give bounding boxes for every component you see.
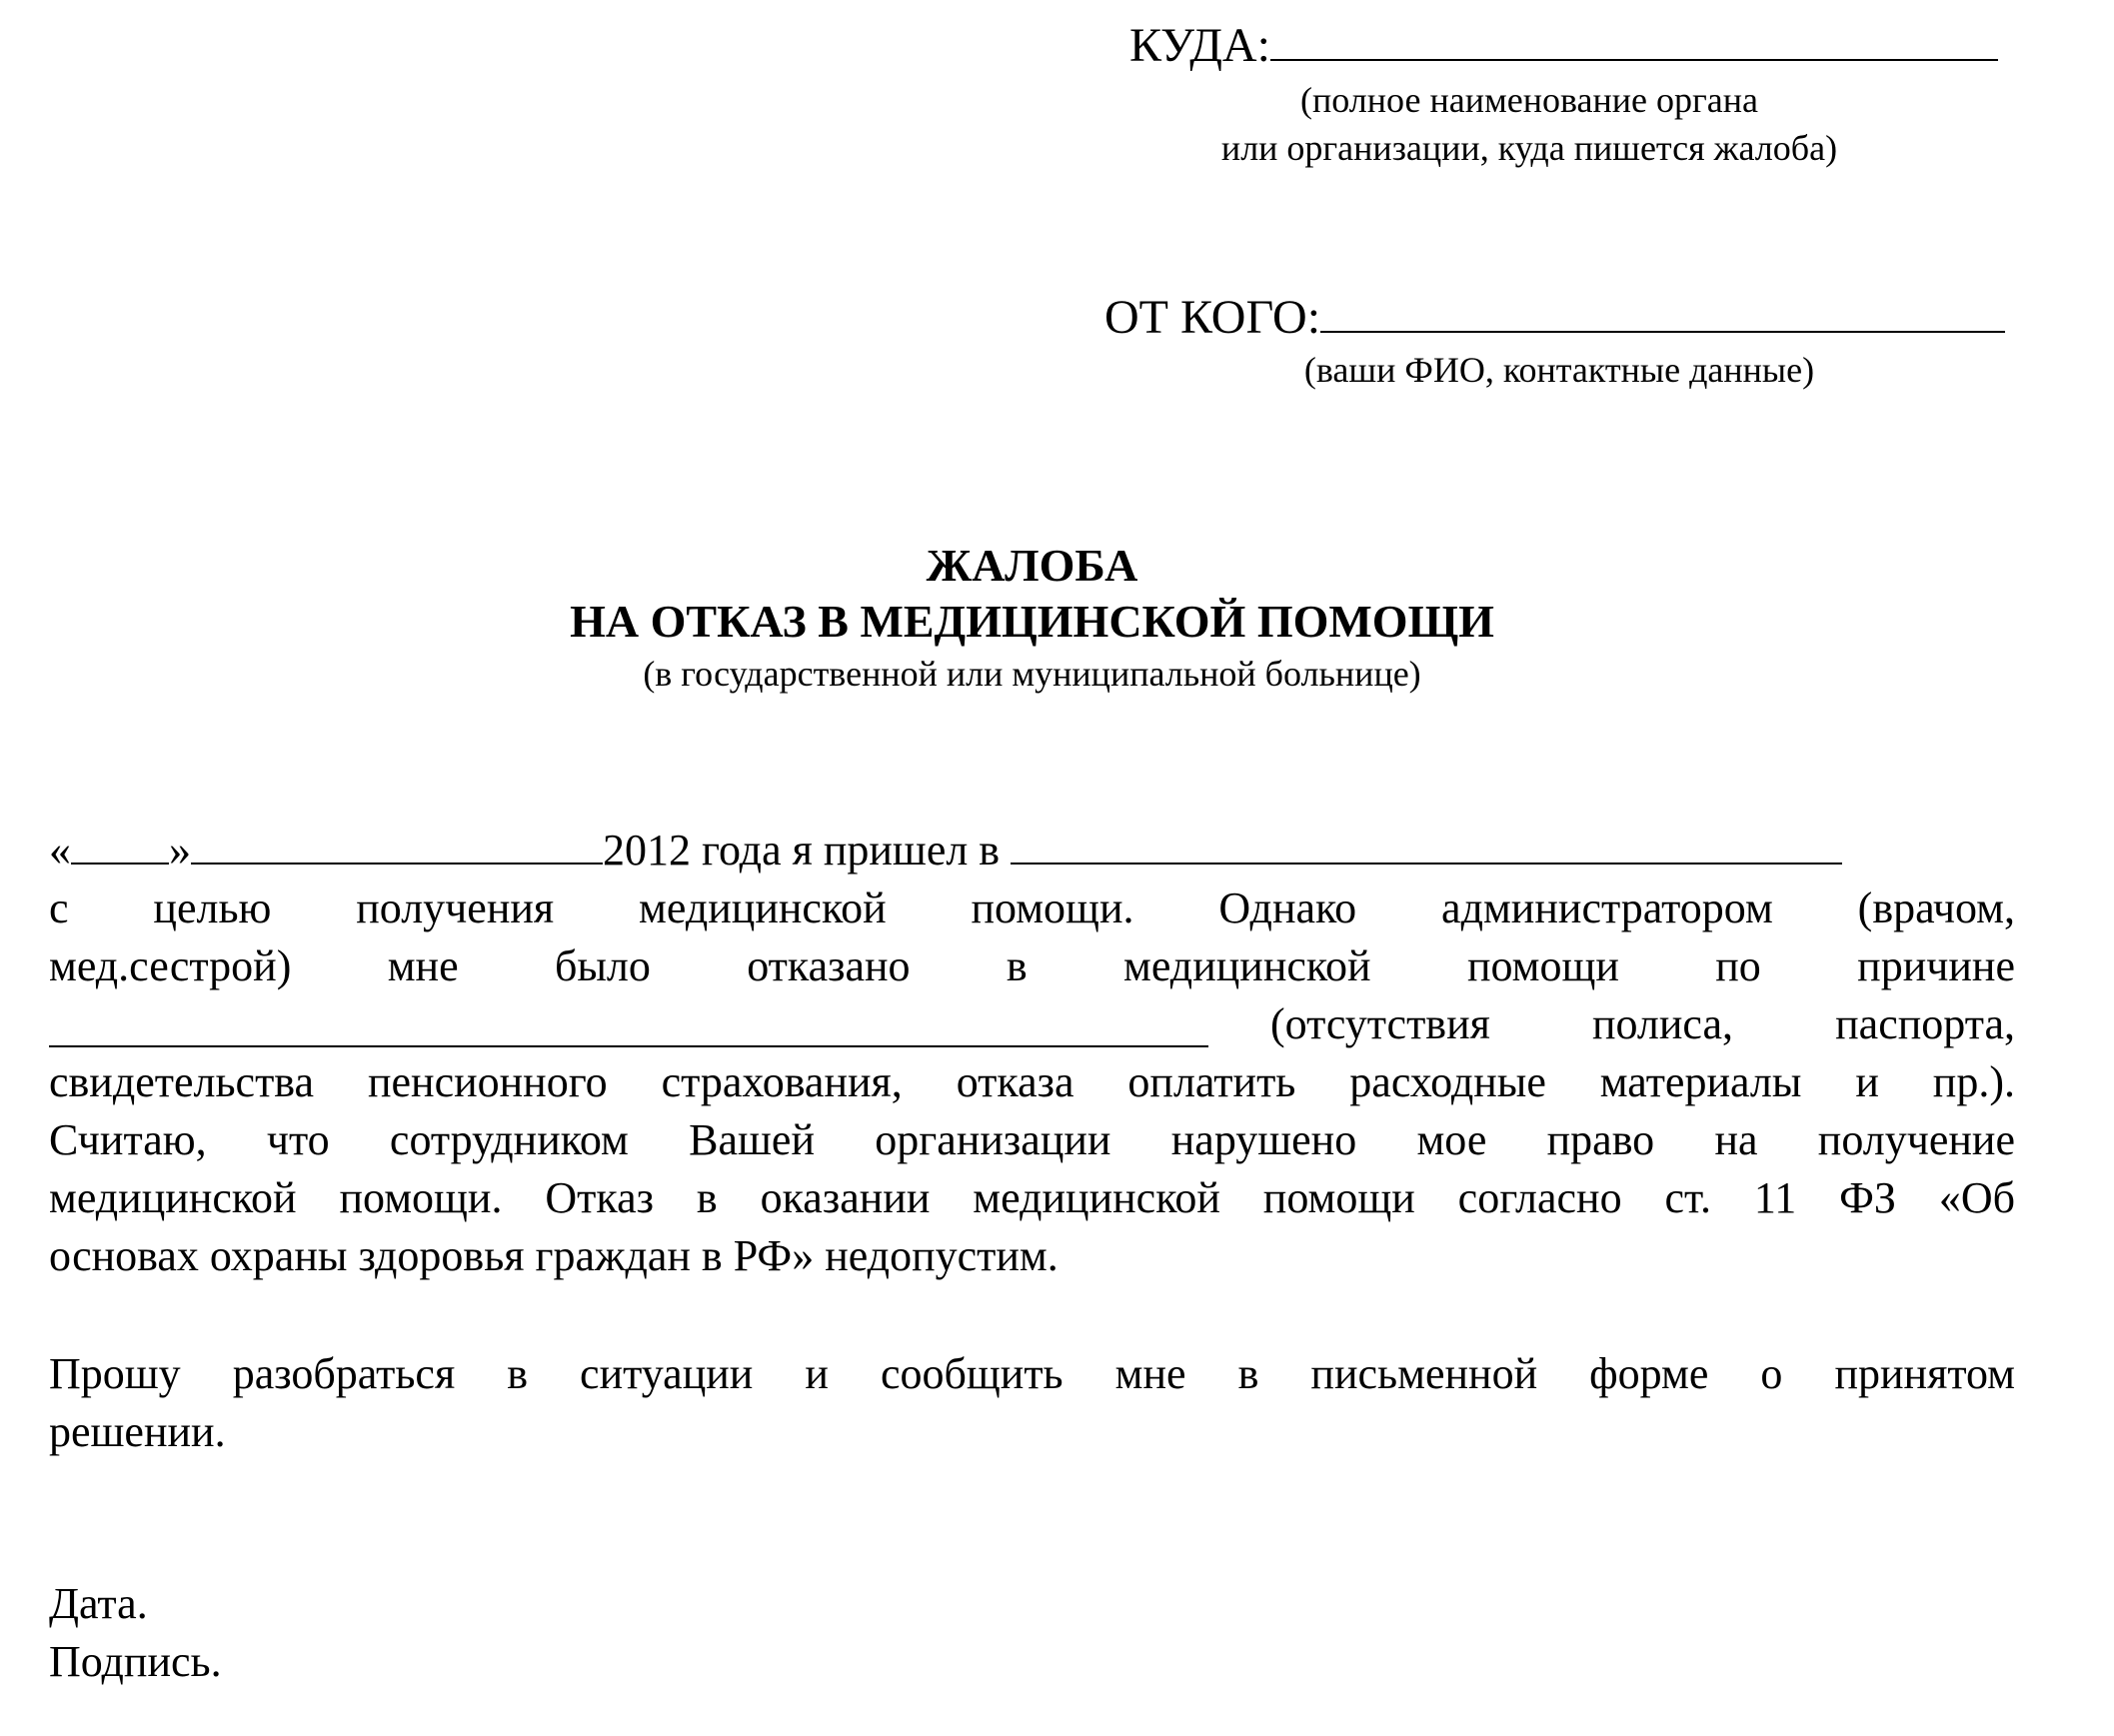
reason-blank-line[interactable] <box>49 995 1208 1047</box>
title-subtitle: (в государственной или муниципальной больнице) <box>643 654 1421 694</box>
to-note <box>1099 76 1959 172</box>
date-year-text: 2012 года я пришел в <box>603 826 1012 874</box>
date-label: Дата. <box>49 1579 148 1628</box>
body-line-2: с целью получения медицинской помощи. Однако администратором (врачом, <box>49 883 2015 932</box>
to-label: КУДА: <box>1129 19 1270 72</box>
title-line2: НА ОТКАЗ В МЕДИЦИНСКОЙ ПОМОЩИ <box>570 596 1494 647</box>
request-line-1: Прошу разобраться в ситуации и сообщить мне в письменной форме о принятом <box>49 1349 2015 1398</box>
from-blank-line[interactable] <box>1320 331 2005 333</box>
signature-label: Подпись. <box>49 1637 222 1686</box>
institution-blank-line[interactable] <box>1011 863 1842 865</box>
request-paragraph <box>49 1345 2015 1461</box>
to-field <box>1129 18 1998 74</box>
body-line-3: мед.сестрой) мне было отказано в медицинской помощи по причине <box>49 941 2015 990</box>
from-field <box>1104 290 2005 346</box>
to-note-line2: или организации, куда пишется жалоба) <box>1220 128 1838 168</box>
body-line-4 <box>49 995 2015 1053</box>
body-line-5: свидетельства пенсионного страхования, отказа оплатить расходные материалы и пр.). <box>49 1057 2015 1106</box>
body-line-date <box>49 822 2015 879</box>
complaint-body <box>49 822 2015 1285</box>
reason-examples-text: (отсутствия полиса, паспорта, <box>1270 999 2015 1048</box>
day-blank-line[interactable] <box>71 863 169 865</box>
body-line-8: основах охраны здоровья граждан в РФ» недопустим. <box>49 1231 1058 1280</box>
signature-block <box>49 1575 2015 1691</box>
document-title <box>0 538 2064 698</box>
date-open-quote: « <box>49 826 71 874</box>
to-blank-line[interactable] <box>1270 59 1998 61</box>
to-note-line1: (полное наименование органа <box>1300 80 1758 120</box>
title-line1: ЖАЛОБА <box>926 540 1138 591</box>
body-line-7: медицинской помощи. Отказ в оказании медицинской помощи согласно ст. 11 ФЗ «Об <box>49 1173 2015 1222</box>
date-close-quote: » <box>169 826 191 874</box>
body-line-6: Считаю, что сотрудником Вашей организации нарушено мое право на получение <box>49 1115 2015 1164</box>
from-label: ОТ КОГО: <box>1104 291 1321 344</box>
from-note: (ваши ФИО, контактные данные) <box>1303 350 1815 390</box>
request-line-2: решении. <box>49 1407 226 1456</box>
month-blank-line[interactable] <box>191 863 603 865</box>
